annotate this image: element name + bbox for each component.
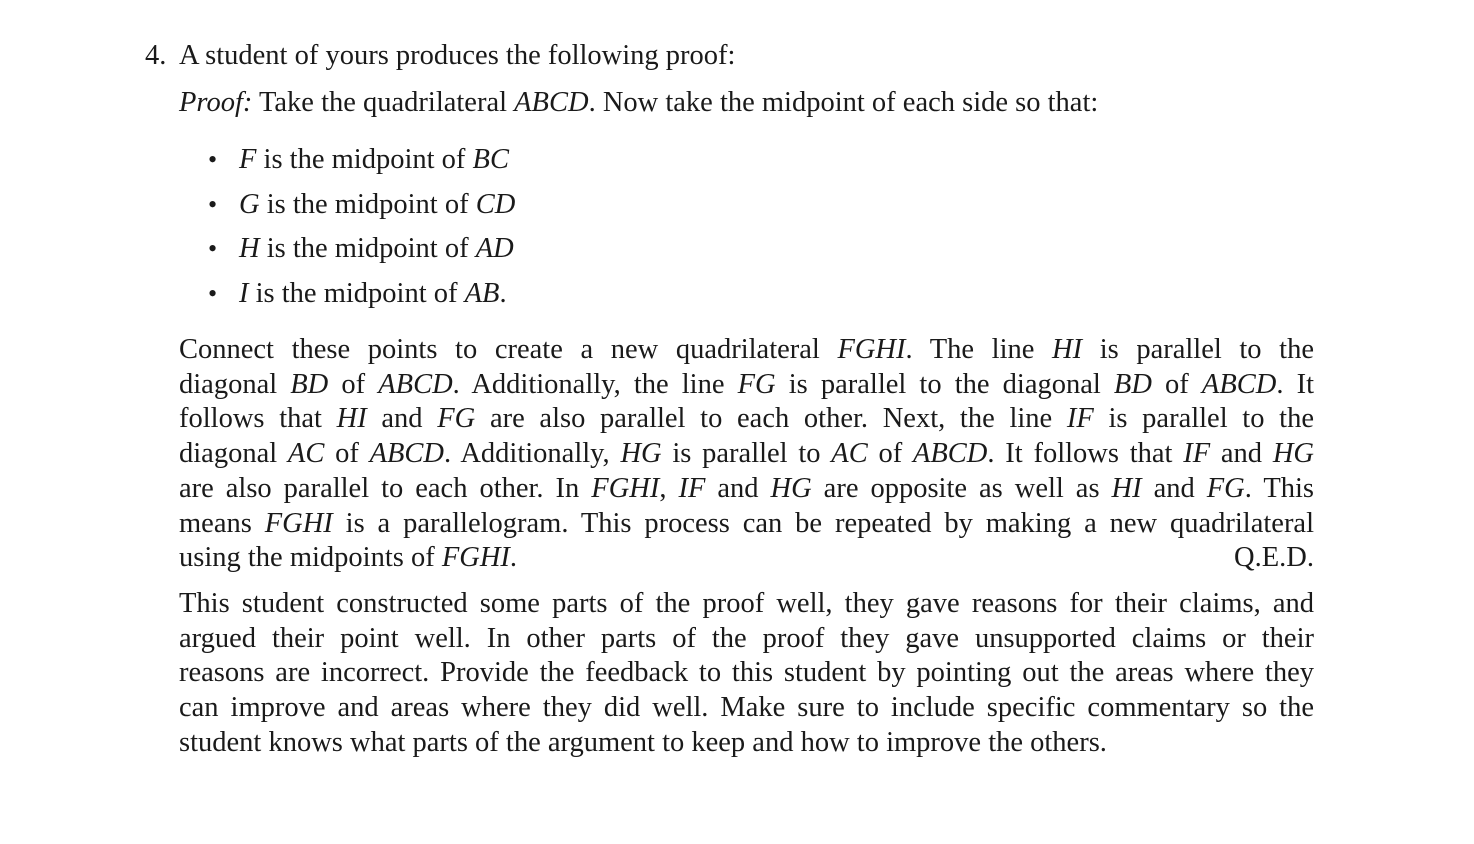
proof-line: diagonal BD of ABCD. Additionally, the line FG is parallel to the diagonal BD of ABCD. It <box>179 368 1314 400</box>
problem-number: 4. <box>145 40 167 71</box>
bullet-icon: • <box>208 234 218 264</box>
bullet-end: . <box>499 277 507 309</box>
task-line: reasons are incorrect. Provide the feedback to this student by pointing out the areas where they <box>179 657 1314 689</box>
bullet-icon: • <box>208 145 218 174</box>
math-variable: FG <box>737 368 776 400</box>
task-line: This student constructed some parts of the proof well, they gave reasons for their claims, and <box>179 588 1314 619</box>
task-instructions <box>179 587 1314 761</box>
math-variable: AC <box>831 438 868 470</box>
problem-heading-text: A student of yours produces the following proof: <box>179 40 736 71</box>
segment-name: AD <box>475 233 514 265</box>
math-variable: HG <box>620 438 662 470</box>
list-item <box>208 277 515 322</box>
bullet-text: is the midpoint of <box>248 277 465 309</box>
math-variable: ABCD <box>912 438 988 470</box>
midpoint-list <box>208 143 515 321</box>
bullet-text: is the midpoint of <box>259 233 476 265</box>
bullet-text: is the midpoint of <box>256 144 473 175</box>
math-variable: FG <box>1206 472 1245 504</box>
proof-line: using the midpoints of FGHI. <box>179 542 518 574</box>
math-variable: IF <box>678 472 706 504</box>
bullet-icon: • <box>208 189 218 219</box>
math-variable: IF <box>1066 403 1094 435</box>
math-variable: ABCD <box>369 438 445 470</box>
proof-intro-quad: ABCD <box>514 87 589 118</box>
proof-line: Connect these points to create a new quadrilateral FGHI. The line HI is parallel to the <box>179 334 1314 365</box>
list-item <box>208 188 515 233</box>
math-variable: FGHI <box>441 542 510 574</box>
proof-body <box>179 333 1314 576</box>
proof-line: are also parallel to each other. In FGHI, IF and HG are opposite as well as HI and FG. This <box>179 472 1314 504</box>
math-variable: HI <box>1111 472 1142 504</box>
proof-intro-rest: . Now take the midpoint of each side so that: <box>588 87 1099 118</box>
point-name: F <box>239 144 257 175</box>
point-name: G <box>239 188 260 220</box>
proof-last-line-row <box>179 541 1314 576</box>
proof-intro-text: Take the quadrilateral <box>252 87 515 118</box>
math-variable: FGHI <box>264 507 333 539</box>
proof-intro <box>179 86 1098 121</box>
segment-name: AB <box>464 277 500 309</box>
bullet-text: is the midpoint of <box>259 188 476 220</box>
proof-line: means FGHI is a parallelogram. This process can be repeated by making a new quadrilateral <box>179 507 1314 539</box>
task-line: student knows what parts of the argument to keep and how to improve the others. <box>179 726 1107 758</box>
point-name: I <box>239 277 249 309</box>
math-variable: HG <box>770 472 812 504</box>
proof-label: Proof: <box>179 87 253 118</box>
math-variable: BD <box>290 368 329 400</box>
math-variable: ABCD <box>378 368 453 400</box>
math-variable: HI <box>336 403 367 435</box>
list-item <box>208 232 515 277</box>
proof-line: diagonal AC of ABCD. Additionally, HG is parallel to AC of ABCD. It follows that IF and HG <box>179 438 1314 470</box>
segment-name: CD <box>475 188 516 220</box>
task-line: argued their point well. In other parts of the proof they gave unsupported claims or their <box>179 622 1314 654</box>
bullet-icon: • <box>208 278 218 308</box>
math-variable: HI <box>1052 334 1083 365</box>
math-variable: FG <box>437 403 476 435</box>
math-variable: FGHI <box>837 334 906 365</box>
list-item <box>208 143 515 188</box>
point-name: H <box>239 233 260 265</box>
segment-name: BC <box>472 144 509 175</box>
math-variable: AC <box>287 438 325 470</box>
math-variable: FGHI <box>591 472 660 504</box>
math-variable: BD <box>1113 368 1152 400</box>
qed-mark: Q.E.D. <box>1234 542 1314 574</box>
problem-heading <box>145 39 735 74</box>
math-variable: IF <box>1183 438 1211 470</box>
proof-line: follows that HI and FG are also parallel to each other. Next, the line IF is parallel to the <box>179 403 1314 435</box>
math-variable: HG <box>1272 438 1314 470</box>
task-line: can improve and areas where they did well. Make sure to include specific commentary so the <box>179 692 1314 724</box>
math-variable: ABCD <box>1201 368 1277 400</box>
